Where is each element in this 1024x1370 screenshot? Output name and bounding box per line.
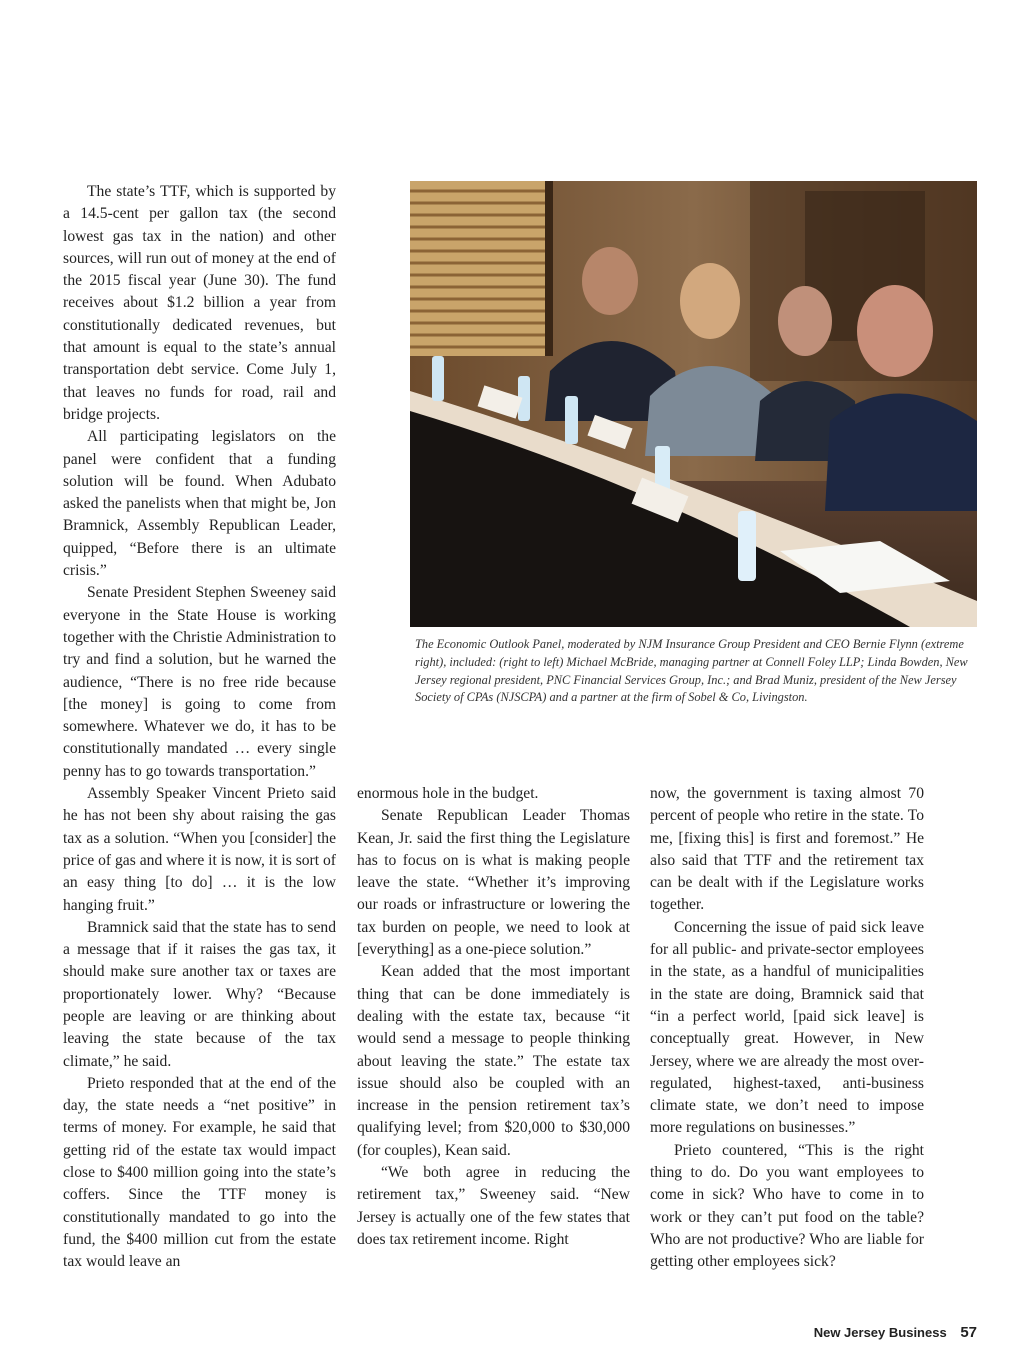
paragraph: Prieto responded that at the end of the day, the state needs a “net positive” in terms of money. For example, he said that getting rid of the estate tax would impact close to $400 million going into the state’s coffers. Since the TTF money is constitutionally mandated to go into the fund, the $400 million cut from the estate tax would leave an	[63, 1074, 336, 1271]
paragraph: The state’s TTF, which is supported by a 14.5-cent per gallon tax (the second lowest gas tax in the nation) and other sources, will run out of money at the end of the 2015 fiscal year (June 30). The fund receives about $1.2 billion a year from constitutionally dedicated revenues, but that amount is equal to the state’s annual transportation debt service. Come July 1, that leaves no funds for road, rail and bridge projects.	[63, 183, 336, 423]
panel-photo	[410, 181, 977, 627]
paragraph: All participating legislators on the panel were confident that a funding solution will be found. When Adubato asked the panelists when that might be, Jon Bramnick, Assembly Republican Leader, quipped, “Before there is an ultimate crisis.”	[63, 428, 336, 580]
paragraph: Kean added that the most important thing that can be done immediately is dealing with the estate tax, because “it would send a message to people thinking about leaving the state.” The estate tax issue should also be coupled with an increase in the pension retirement tax’s qualifying level; from $20,000 to $30,000 (for couples), Kean said.	[357, 963, 630, 1159]
article-column-3	[650, 783, 924, 1274]
paragraph: Senate President Stephen Sweeney said everyone in the State House is working together with the Christie Administration to try and find a solution, but he warned the audience, “There is no free ride because [the money] is going to come from somewhere. Whatever we do, it has to be constitutionally mandated … every single penny has to go towards transportation.”	[63, 584, 336, 780]
publication-name: New Jersey Business	[813, 1325, 947, 1340]
page-number: 57	[960, 1324, 977, 1341]
article-column-1	[63, 181, 336, 1274]
paragraph: Assembly Speaker Vincent Prieto said he has not been shy about raising the gas tax as a solution. “When you [consider] the price of gas and where it is now, it is sort of an easy thing [to do] … it is the low hanging fruit.”	[63, 785, 336, 914]
paragraph: Prieto countered, “This is the right thing to do. Do you want employees to come in sick? Who have to come in to work or they can’t put food on the table? Who are not productive? Who are liable for getting other employees sick?	[650, 1141, 924, 1271]
paragraph: Bramnick said that the state has to send a message that if it raises the gas tax, it should make sure another tax or taxes are proportionately lower. Why? “Because people are leaving or are thinking about leaving the state because of the tax climate,” he said.	[63, 918, 336, 1070]
page-footer	[814, 1324, 977, 1341]
article-column-2	[357, 783, 630, 1251]
paragraph: Senate Republican Leader Thomas Kean, Jr. said the first thing the Legislature has to focus on is what is making people leave the state. “Whether it’s improving our roads or infrastructure or lowering the tax burden on people, we need to look at [everything] as a one-piece solution.”	[357, 807, 630, 959]
photo-caption: The Economic Outlook Panel, moderated by NJM Insurance Group President and CEO Bernie Flynn (extreme right), included: (right to left) Michael McBride, managing partner at Connell Foley LLP; Linda Bowden, New Jersey regional president, PNC Financial Services Group, Inc.; and Brad Muniz, president of the New Jersey Society of CPAs (NJSCPA) and a partner at the firm of Sobel & Co, Livingston.	[415, 637, 968, 705]
paragraph: Concerning the issue of paid sick leave for all public- and private-sector employees in the state, as a handful of municipalities in the state are doing, Bramnick said that “in a perfect world, [paid sick leave] is conceptually great. However, in New Jersey, where we are already the most over-regulated, highest-taxed, anti-business climate state, we don’t need to impose more regulations on businesses.”	[650, 918, 924, 1137]
paragraph: enormous hole in the budget.	[357, 785, 539, 802]
paragraph: “We both agree in reducing the retirement tax,” Sweeney said. “New Jersey is actually one of the few states that does tax retirement income. Right	[357, 1164, 630, 1248]
paragraph: now, the government is taxing almost 70 percent of people who retire in the state. To me, [fixing this] is first and foremost.” He also said that TTF and the retirement tax can be dealt with if the Legislature works together.	[650, 785, 924, 914]
